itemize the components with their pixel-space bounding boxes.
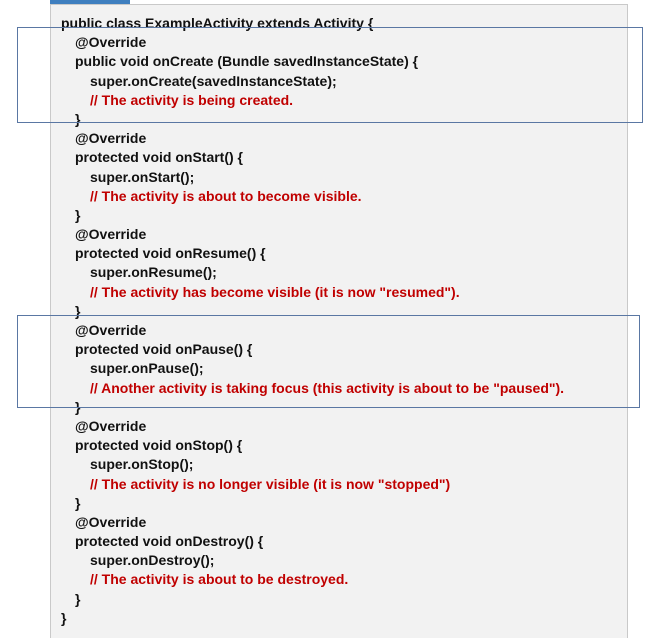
code-line: @Override	[75, 130, 147, 147]
code-line: super.onStop();	[90, 456, 194, 473]
code-line: }	[75, 206, 81, 223]
code-line: }	[75, 494, 81, 511]
code-comment-line: // The activity is no longer visible (it is now "stopped")	[90, 475, 451, 492]
code-line: public class ExampleActivity extends Activity {	[61, 15, 374, 31]
code-line: @Override	[75, 513, 147, 530]
code-line: @Override	[75, 34, 147, 51]
code-line: protected void onStart() {	[75, 149, 244, 166]
code-comment-line: // Another activity is taking focus (this activity is about to be "paused").	[90, 379, 565, 396]
code-line: protected void onResume() {	[75, 245, 266, 262]
code-comment-line: // The activity is being created.	[90, 91, 294, 108]
code-comment-line: // The activity is about to become visible.	[90, 187, 362, 204]
code-line: }	[75, 302, 81, 319]
code-line: protected void onStop() {	[75, 437, 243, 454]
code-line: super.onDestroy();	[90, 552, 215, 569]
code-line: protected void onDestroy() {	[75, 533, 264, 550]
code-block	[51, 14, 627, 628]
code-line: @Override	[75, 226, 147, 243]
code-line: super.onCreate(savedInstanceState);	[90, 72, 337, 89]
code-listing-panel	[50, 4, 628, 638]
code-line: public void onCreate (Bundle savedInstanceState) {	[75, 53, 419, 70]
code-line: @Override	[75, 417, 147, 434]
code-line: }	[75, 398, 81, 415]
code-line: @Override	[75, 322, 147, 338]
code-line: }	[75, 110, 81, 127]
code-line: super.onResume();	[90, 264, 217, 281]
code-line: }	[61, 609, 67, 626]
code-line: super.onStart();	[90, 168, 195, 185]
code-line: protected void onPause() {	[75, 341, 253, 358]
code-comment-line: // The activity has become visible (it is now "resumed").	[90, 283, 460, 300]
code-comment-line: // The activity is about to be destroyed.	[90, 571, 349, 588]
code-line: }	[75, 590, 81, 607]
code-line: super.onPause();	[90, 360, 204, 377]
